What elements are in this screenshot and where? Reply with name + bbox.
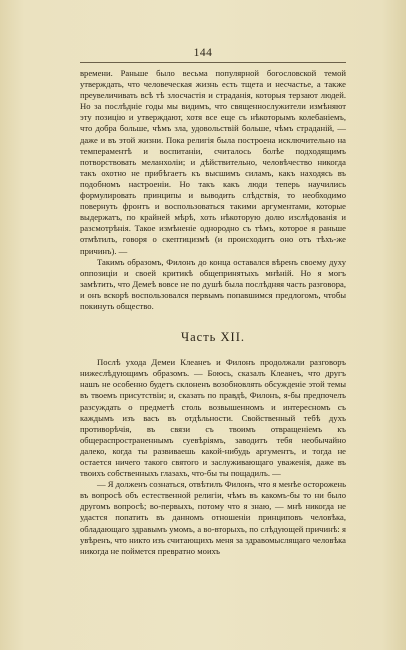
- body-text: [80, 68, 346, 557]
- header-rule: [80, 62, 346, 63]
- paragraph: Такимъ образомъ, Филонъ до конца оставался вѣренъ своему духу оппозиціи и своей критикѣ общепринятыхъ мнѣній. Но я могъ замѣтить, что Демеѣ вовсе не по душѣ была послѣдняя часть разговора, и онъ вскорѣ воспользовался первымъ попавшимся предлогомъ, чтобы покинуть общество.: [80, 256, 346, 311]
- paragraph-continued: времени. Раньше было весьма популярной богословской темой утверждать, что человеческая жизнь есть тщета и несчастье, а также преувеличивать всѣ тѣ злосчастія и страданія, которыя терзают людей. Но за послѣдніе годы мы видимъ, что священнослужители измѣняют эту позицію и утверждают, хотя все еще съ нѣкоторымъ колебаніемъ, что добра больше, чѣмъ зла, удовольствій больше, чѣмъ страданій, — даже и въ этой жизни. Пока религія была построена исключительно на темпераментѣ и воспитаніи, считалось болѣе подходящимъ потворствовать меланхоліи; и дѣйствительно, человѣчество никогда такъ охотно не прибѣгаетъ къ высшимъ силамъ, какъ находясь въ подобномъ настроеніи. Но такъ какъ люди теперь научились формулировать принципы и выводить слѣдствія, то необходимо повернуть фронтъ и воспользоваться такими аргументами, которые выдержатъ, по крайней мѣрѣ, хоть нѣкоторую долю изслѣдованія и разсмотрѣнія. Такое измѣненіе однородно съ тѣмъ, которое я раньше отмѣтилъ, говоря о скептицизмѣ (и происходитъ оно отъ тѣхъ-же причинъ). —: [80, 68, 346, 256]
- paragraph: — Я долженъ сознаться, отвѣтилъ Филонъ, что я менѣе осторожень въ вопросѣ объ естественной религіи, чѣмъ въ какомъ-бы то ни было другомъ вопросѣ; во-первыхъ, потому что я знаю, — мнѣ никогда не удастся попатить въ данномъ отношеніи принциповъ человѣка, обладающаго здравымъ умомъ, а во-вторыхъ, по слѣдующей причинѣ: я увѣренъ, что никто изъ считающихъ меня за здравомыслящаго человѣка никогда не поймется превратно моихъ: [80, 479, 346, 556]
- chapter-title: Часть XII.: [181, 330, 245, 345]
- paragraph: Послѣ ухода Демеи Клеанеъ и Филонъ продолжали разговоръ нижеслѣдующимъ образомъ. — Боюсь, сказалъ Клеанеъ, что другъ нашъ не особенно будетъ склоненъ возобновлять обсужденіе этой темы въ твоемъ присутствіи; и, сказать по правдѣ, Филонъ, я-бы предпочелъ разсуждать о предметѣ столь возвышенномъ и интересномъ съ каждымъ изъ васъ въ отдѣльности. Свойственный тебѣ духъ противорѣчія, въ связи съ твоимъ отвращеніемъ къ общераспространеннымъ суевѣріямъ, заводитъ тебя необычайно далеко, когда ты развиваешь какой-нибудь аргументъ, и тогда не остается ничего такого святого и заслуживающаго уваженія, даже въ твоихъ собственныхъ глазахъ, что-бы ты пощадилъ. —: [80, 357, 346, 479]
- page-number: 144: [193, 47, 213, 59]
